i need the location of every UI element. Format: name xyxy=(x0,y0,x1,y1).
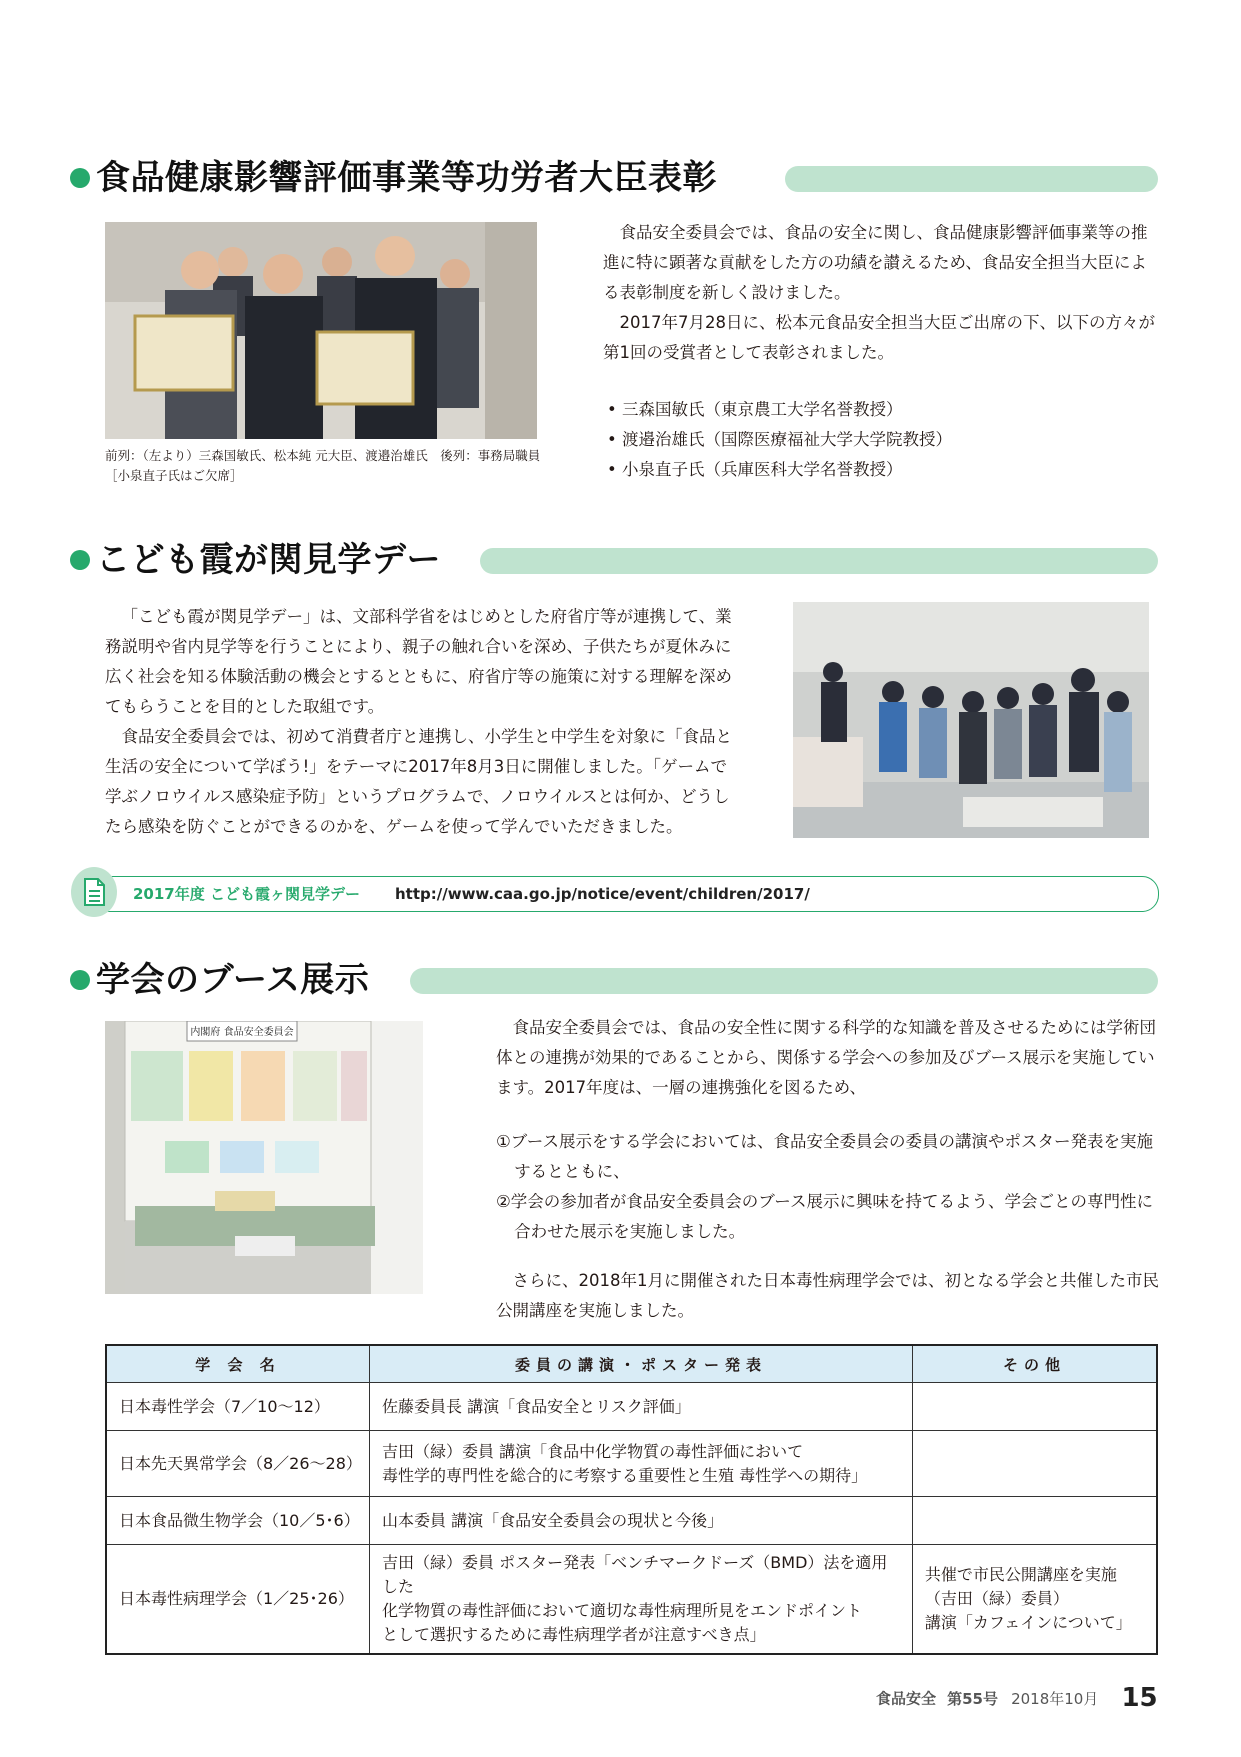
booth-para-2: さらに、2018年1月に開催された日本毒性病理学会では、初となる学会と共催した市民公開講座を実施しました。 xyxy=(496,1271,1159,1320)
booth-photo xyxy=(105,1021,423,1294)
other-cell xyxy=(912,1545,1157,1655)
bullet-dot-icon xyxy=(70,168,90,188)
presentation-cell xyxy=(370,1431,913,1497)
column-header-presentations: 委員の講演・ポスター発表 xyxy=(370,1345,913,1383)
award-para-1: 食品安全委員会では、食品の安全に関し、食品健康影響評価事業等の推進に特に顕著な貢献をした方の功績を讃えるため、食品安全担当大臣による表彰制度を新しく設けました。 xyxy=(603,223,1148,302)
heading-bar xyxy=(480,548,1158,574)
society-table xyxy=(105,1344,1158,1655)
other-cell xyxy=(912,1497,1157,1545)
presentation-line: 吉田（緑）委員 ポスター発表「ベンチマークドーズ（BMD）法を適用した xyxy=(382,1553,888,1596)
event-url-link[interactable]: http://www.caa.go.jp/notice/event/children/2017/ xyxy=(395,885,810,903)
section-title: こども霞が関見学デー xyxy=(96,540,441,580)
society-cell: 日本毒性病理学会（1／25･26） xyxy=(106,1545,370,1655)
section-title: 学会のブース展示 xyxy=(96,960,370,1000)
booth-para-1: 食品安全委員会では、食品の安全性に関する科学的な知識を普及させるためには学術団体との連携が効果的であることから、関係する学会への参加及びブース展示を実施しています。2017年度は、一層の連携強化を図るため、 xyxy=(496,1018,1156,1097)
table-row xyxy=(106,1383,1157,1431)
other-line: （吉田（緑）委員） xyxy=(924,1589,1069,1608)
other-line: 共催で市民公開講座を実施 xyxy=(924,1565,1117,1584)
booth-sign: 内閣府 食品安全委員会 xyxy=(190,1027,294,1038)
presentation-line: として選択するために毒性病理学者が注意すべき点」 xyxy=(382,1625,766,1644)
society-cell: 日本毒性学会（7／10～12） xyxy=(106,1383,370,1431)
page-footer xyxy=(876,1683,1158,1713)
presentation-line: 山本委員 講演「食品安全委員会の現状と今後」 xyxy=(382,1510,724,1530)
table-row xyxy=(106,1497,1157,1545)
kids-day-description xyxy=(105,602,741,842)
page-number: 15 xyxy=(1121,1683,1158,1713)
award-description xyxy=(603,218,1159,368)
caption-line-1: 前列：（左より）三森国敏氏、松本純 元大臣、渡邉治雄氏 後列：事務局職員 xyxy=(105,448,541,463)
presentation-line: 毒性学的専門性を総合的に考察する重要性と生殖 毒性学への期待」 xyxy=(382,1465,868,1485)
presentation-cell xyxy=(370,1383,913,1431)
heading-bar xyxy=(785,166,1158,192)
column-header-other: その他 xyxy=(912,1345,1157,1383)
column-header-society: 学 会 名 xyxy=(106,1345,370,1383)
section-heading-award xyxy=(70,156,1160,200)
list-item: • 渡邉治雄氏（国際医療福祉大学大学院教授） xyxy=(607,430,952,449)
section-heading-kids-day xyxy=(70,538,1160,582)
publication-name: 食品安全 xyxy=(876,1689,937,1708)
award-para-2: 2017年7月28日に、松本元食品安全担当大臣ご出席の下、以下の方々が第1回の受賞者として表彰されました。 xyxy=(603,313,1155,362)
table-header-row xyxy=(106,1345,1157,1383)
kids-day-photo xyxy=(793,602,1149,838)
awardee-list xyxy=(607,395,1147,485)
other-cell xyxy=(912,1431,1157,1497)
kids-day-para-1: 「こども霞が関見学デー」は、文部科学省をはじめとした府省庁等が連携して、業務説明や省内見学等を行うことにより、親子の触れ合いを深め、子供たちが夏休みに広く社会を知る体験活動の機会とするとともに、府省庁等の施策に対する理解を深めてもらうことを目的とした取組です。 xyxy=(105,607,732,716)
event-link-label: 2017年度 こども霞ヶ関見学デー xyxy=(133,885,360,903)
booth-intro xyxy=(496,1013,1159,1103)
section-title: 食品健康影響評価事業等功労者大臣表彰 xyxy=(96,158,717,198)
booth-measures-list xyxy=(496,1127,1159,1247)
list-item: ①ブース展示をする学会においては、食品安全委員会の委員の講演やポスター発表を実施するとともに、 xyxy=(496,1132,1153,1181)
photo-caption xyxy=(105,446,555,486)
presentation-line: 化学物質の毒性評価において適切な毒性病理所見をエンドポイント xyxy=(382,1601,863,1620)
other-line: 講演「カフェインについて」 xyxy=(924,1613,1132,1632)
bullet-dot-icon xyxy=(70,970,90,990)
section-heading-booth xyxy=(70,958,1160,1002)
document-icon xyxy=(71,867,117,917)
presentation-cell xyxy=(370,1497,913,1545)
society-cell: 日本先天異常学会（8／26～28） xyxy=(106,1431,370,1497)
issue-number: 第55号 xyxy=(947,1689,998,1708)
list-item: • 小泉直子氏（兵庫医科大学名誉教授） xyxy=(607,460,903,479)
award-photo xyxy=(105,222,537,439)
event-link-box[interactable] xyxy=(76,876,1159,912)
kids-day-para-2: 食品安全委員会では、初めて消費者庁と連携し、小学生と中学生を対象に「食品と生活の安全について学ぼう!」をテーマに2017年8月3日に開催しました。「ゲームで学ぶノロウイルス感染症予防」というプログラムで、ノロウイルスとは何か、どうしたら感染を防ぐことができるのかを、ゲームを使って学んでいただきました。 xyxy=(105,727,732,836)
table-row xyxy=(106,1431,1157,1497)
society-cell: 日本食品微生物学会（10／5･6） xyxy=(106,1497,370,1545)
presentation-line: 吉田（緑）委員 講演「食品中化学物質の毒性評価において xyxy=(382,1441,804,1461)
list-item: • 三森国敏氏（東京農工大学名誉教授） xyxy=(607,400,903,419)
issue-date: 2018年10月 xyxy=(1011,1689,1099,1708)
booth-followup xyxy=(496,1266,1159,1326)
heading-bar xyxy=(410,968,1158,994)
presentation-line: 佐藤委員長 講演「食品安全とリスク評価」 xyxy=(382,1396,691,1416)
table-row xyxy=(106,1545,1157,1655)
other-cell xyxy=(912,1383,1157,1431)
list-item: ②学会の参加者が食品安全委員会のブース展示に興味を持てるよう、学会ごとの専門性に合わせた展示を実施しました。 xyxy=(496,1192,1153,1241)
bullet-dot-icon xyxy=(70,550,90,570)
caption-line-2: ［小泉直子氏はご欠席］ xyxy=(105,468,243,483)
presentation-cell xyxy=(370,1545,913,1655)
